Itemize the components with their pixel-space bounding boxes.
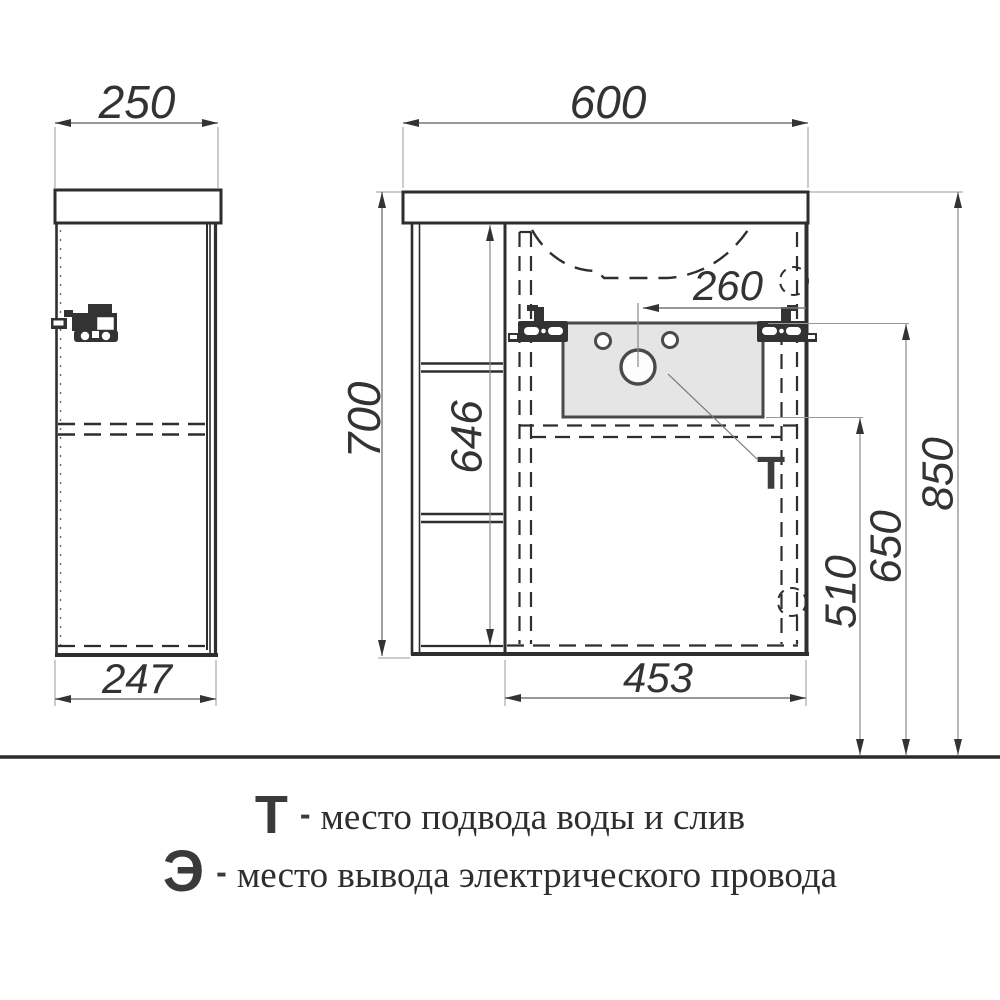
legend-text-water: место подвода воды и слив bbox=[320, 797, 746, 838]
service-panel bbox=[563, 323, 763, 417]
dim-label-total-height: 850 bbox=[913, 437, 963, 511]
legend-line-electric bbox=[0, 839, 1000, 904]
dim-646 bbox=[443, 225, 495, 645]
legend-separator: - bbox=[216, 854, 227, 890]
legend-symbol-water: Т bbox=[254, 785, 288, 845]
dim-label-panel-top-height: 650 bbox=[861, 510, 911, 584]
dim-600 bbox=[403, 76, 808, 188]
legend bbox=[0, 785, 1000, 904]
door-hinge-icon bbox=[51, 304, 118, 342]
front-countertop bbox=[403, 192, 808, 223]
dim-label-cabinet-height: 700 bbox=[338, 381, 390, 459]
electric-hole-top-icon bbox=[780, 267, 808, 295]
dim-250 bbox=[55, 76, 218, 188]
dim-850 bbox=[914, 192, 963, 755]
dim-label-front-width: 600 bbox=[569, 76, 647, 128]
dim-453 bbox=[505, 654, 806, 706]
dim-247 bbox=[55, 655, 216, 706]
dim-650 bbox=[768, 324, 911, 756]
dim-label-inner-height: 646 bbox=[442, 400, 492, 474]
panel-hole-right bbox=[663, 333, 678, 348]
front-view bbox=[338, 76, 963, 706]
legend-separator: - bbox=[299, 796, 311, 832]
panel-hole-left bbox=[596, 334, 611, 349]
mounting-bracket-left bbox=[508, 305, 568, 342]
legend-line-water bbox=[0, 786, 1000, 843]
legend-symbol-electric: Э bbox=[162, 839, 205, 904]
water-marker-label: Т bbox=[756, 447, 786, 499]
dim-label-door-width: 453 bbox=[622, 654, 694, 701]
dim-label-panel-bottom-height: 510 bbox=[816, 555, 866, 629]
dim-label-drain-offset: 260 bbox=[692, 262, 764, 309]
side-view bbox=[51, 76, 221, 706]
legend-text-electric: место вывода электрического провода bbox=[236, 855, 838, 896]
side-countertop bbox=[55, 190, 221, 223]
dim-700 bbox=[338, 192, 410, 658]
dim-label-side-width: 250 bbox=[98, 76, 176, 128]
dim-label-side-bottom-width: 247 bbox=[101, 655, 173, 702]
